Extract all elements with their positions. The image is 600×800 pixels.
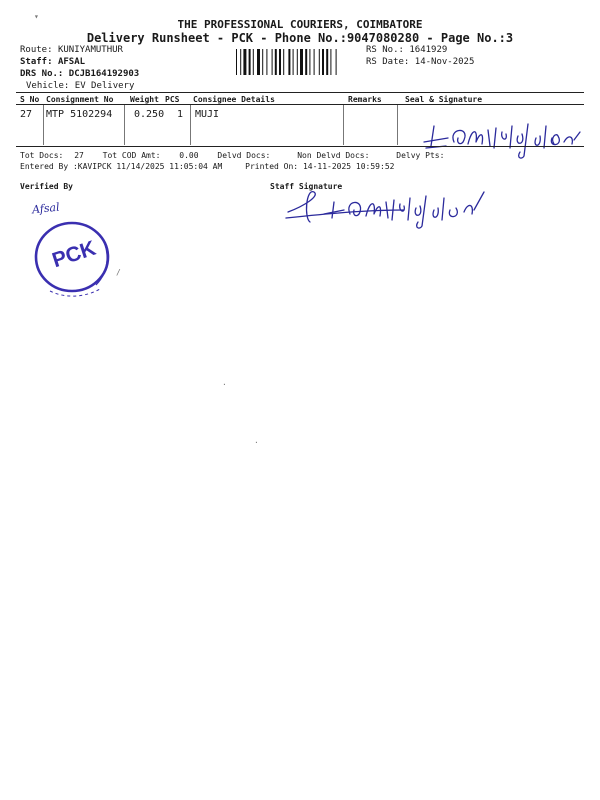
barcode-bar — [330, 49, 331, 75]
barcode-bar — [314, 49, 315, 75]
staff-value: AFSAL — [57, 57, 86, 67]
col-weight: Weight — [130, 95, 159, 104]
scan-speck: · — [254, 438, 259, 447]
barcode-bar — [293, 49, 294, 75]
table-header-rule — [16, 104, 584, 105]
table-top-rule — [16, 92, 584, 93]
row-sno: 27 — [20, 109, 33, 120]
col-consignment: Consignment No — [46, 95, 114, 104]
col-divider — [343, 105, 344, 145]
entered-value: KAVIPCK 11/14/2025 11:05:04 AM — [77, 162, 223, 171]
row-consignee: MUJI — [195, 109, 220, 120]
barcode-bar — [297, 49, 298, 75]
route-line — [20, 45, 123, 55]
col-consignee: Consignee Details — [193, 95, 275, 104]
barcode-bar — [322, 49, 324, 75]
entered-label: Entered By : — [20, 162, 78, 171]
barcode-bar — [253, 49, 254, 75]
company-title: THE PROFESSIONAL COURIERS, COIMBATORE — [177, 18, 423, 31]
printed-value: 14-11-2025 10:59:52 — [302, 162, 395, 171]
col-remarks: Remarks — [348, 95, 382, 104]
rs-no-label: RS No.: — [366, 45, 404, 55]
barcode-bar — [288, 49, 290, 75]
route-value: KUNIYAMUTHUR — [57, 45, 123, 55]
col-sno: S No — [20, 95, 40, 104]
barcode-bar — [275, 49, 277, 75]
runsheet-title: Delivery Runsheet - PCK - Phone No.:9047080280 - Page No.:3 — [86, 31, 514, 45]
cod-label: Tot COD Amt: — [102, 151, 161, 160]
rs-no-line — [366, 45, 447, 55]
rs-date-value: 14-Nov-2025 — [414, 57, 475, 67]
drs-label: DRS No.: — [20, 69, 64, 79]
verifier-initials: Afsal — [31, 200, 61, 217]
staff-signature — [284, 188, 494, 230]
row-pcs: 1 — [177, 109, 184, 120]
barcode-bar — [240, 49, 241, 75]
barcode-bar — [336, 49, 337, 75]
barcode — [236, 49, 362, 75]
tot-docs-value: 27 — [74, 151, 84, 160]
barcode-bar — [236, 49, 237, 75]
delvd-label: Delvd Docs: — [217, 151, 271, 160]
col-seal-signature: Seal & Signature — [405, 95, 483, 104]
row-weight: 0.250 — [134, 109, 165, 120]
barcode-bar — [257, 49, 260, 75]
col-divider — [190, 105, 191, 145]
barcode-bar — [305, 49, 307, 75]
vehicle-label: Vehicle: — [26, 81, 70, 91]
rs-no-value: 1641929 — [409, 45, 448, 55]
printed-label: Printed On: — [245, 162, 299, 171]
rs-date-label: RS Date: — [366, 57, 410, 67]
drs-value: DCJB164192903 — [68, 69, 140, 79]
col-divider — [397, 105, 398, 145]
entry-line — [20, 162, 394, 171]
scan-speck: · — [222, 380, 227, 389]
staff-signature-label: Staff Signature — [270, 182, 343, 191]
rs-date-line — [366, 57, 474, 67]
staff-line — [20, 57, 85, 67]
tot-docs-label: Tot Docs: — [20, 151, 64, 160]
vehicle-line — [26, 81, 134, 91]
table-bottom-rule — [16, 146, 584, 147]
barcode-bar — [262, 49, 263, 75]
barcode-bar — [326, 49, 328, 75]
scan-speck: ▾ — [34, 12, 39, 21]
barcode-bar — [309, 49, 310, 75]
stamp-text: PCK — [49, 236, 99, 273]
barcode-bar — [243, 49, 246, 75]
cod-value: 0.00 — [179, 151, 199, 160]
verified-by-label: Verified By — [20, 182, 73, 191]
col-pcs: PCS — [165, 95, 180, 104]
drs-line — [20, 69, 139, 79]
vehicle-value: EV Delivery — [74, 81, 135, 91]
barcode-bar — [272, 49, 273, 75]
staff-label: Staff: — [20, 57, 53, 67]
totals-line — [20, 151, 444, 160]
delvy-pts-label: Delvy Pts: — [396, 151, 445, 160]
scan-speck: / — [116, 268, 121, 277]
barcode-bar — [266, 49, 267, 75]
barcode-bar — [319, 49, 320, 75]
barcode-bar — [300, 49, 303, 75]
barcode-bar — [283, 49, 284, 75]
barcode-bar — [279, 49, 281, 75]
non-delvd-label: Non Delvd Docs: — [297, 151, 370, 160]
route-label: Route: — [20, 45, 53, 55]
barcode-bar — [249, 49, 251, 75]
col-divider — [124, 105, 125, 145]
row-consignment: MTP 5102294 — [46, 109, 113, 120]
col-divider — [43, 105, 44, 145]
